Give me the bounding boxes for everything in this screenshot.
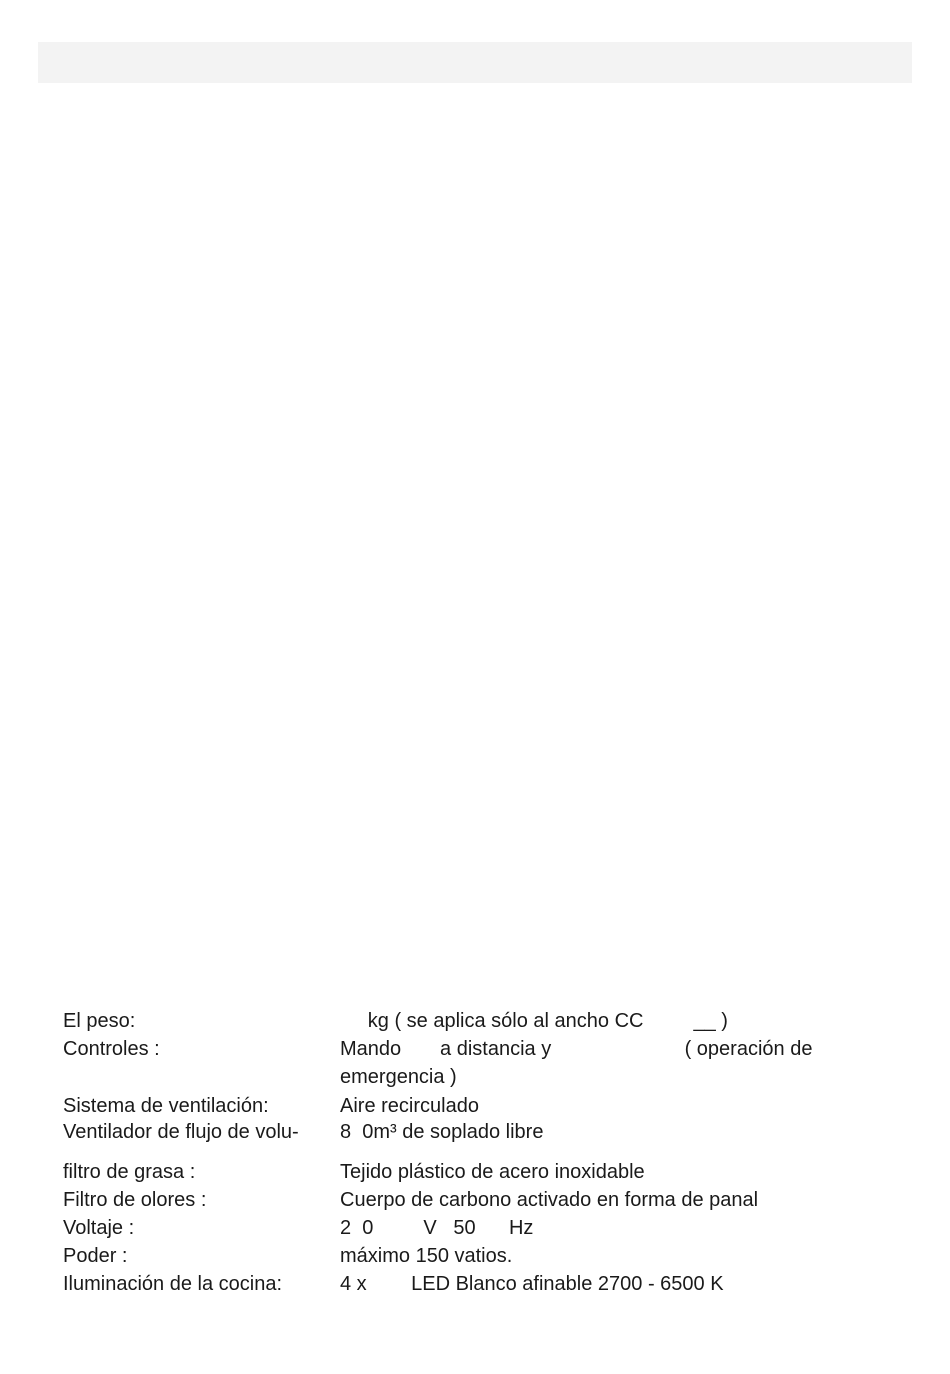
spec-label: Iluminación de la cocina: <box>63 1273 283 1295</box>
header-bar <box>38 42 912 83</box>
spec-row-lighting <box>63 1270 893 1298</box>
spec-value: kg ( se aplica sólo al ancho CC __ ) <box>340 1010 728 1032</box>
spec-label: filtro de grasa : <box>63 1161 196 1183</box>
spec-value: máximo 150 vatios. <box>340 1245 513 1267</box>
spec-label: Poder : <box>63 1245 128 1267</box>
spec-value: 4 x LED Blanco afinable 2700 - 6500 K <box>340 1273 724 1295</box>
spec-row-ventilation <box>63 1092 893 1120</box>
spec-value: Cuerpo de carbono activado en forma de panal <box>340 1189 759 1211</box>
spec-label: Sistema de ventilación: <box>63 1095 269 1117</box>
spec-label: Ventilador de flujo de volu- <box>63 1121 299 1143</box>
spec-row-fan-flow <box>63 1118 893 1146</box>
spec-value: Mando a distancia y ( operación de emergencia ) <box>340 1038 813 1088</box>
spec-row-voltage <box>63 1214 893 1242</box>
spec-label: Controles : <box>63 1038 160 1060</box>
spec-value: Aire recirculado <box>340 1095 479 1117</box>
spec-row-grease-filter <box>63 1158 893 1186</box>
spec-label: Filtro de olores : <box>63 1189 207 1211</box>
spec-value: Tejido plástico de acero inoxidable <box>340 1161 645 1183</box>
spec-row-weight <box>63 1007 893 1035</box>
spec-row-odor-filter <box>63 1186 893 1214</box>
spec-value: 2 0 V 50 Hz <box>340 1217 534 1239</box>
spec-label: El peso: <box>63 1010 136 1032</box>
spec-row-power <box>63 1242 893 1270</box>
spec-value: 8 0m³ de soplado libre <box>340 1121 544 1143</box>
spec-label: Voltaje : <box>63 1217 135 1239</box>
spec-row-controls <box>63 1035 893 1091</box>
